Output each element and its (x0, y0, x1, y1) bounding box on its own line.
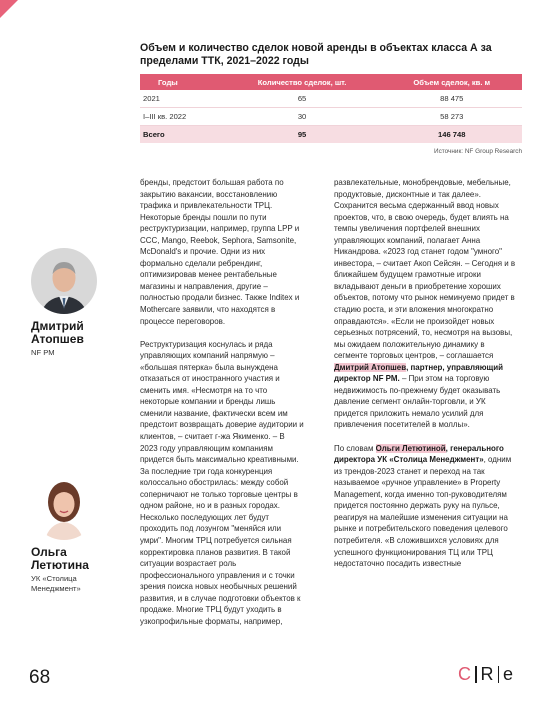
paragraph-text: , одним из трендов-2023 станет и переход на так называемое «ручное управление» в Property Management, когда именно топ-руководителям придется постоянно держать руку на пульсе, реагируя на малейшие изменения ситуации на рынке и потребительского поведения целевого потребителя. «В сложившихся условиях для успешного функционирования ТЦ или ТРЦ недостаточно посадить известные (334, 455, 512, 569)
row-count: 65 (223, 90, 382, 108)
paragraph-text: развлекательные, монобрендовые, мебельные, продуктовые, дисконтные и так далее». Сохранится весьма сдержанный ввод новых проектов, что, в свою очередь, будет влиять на темпы увеличения портфелей внешних управляющих компаний, полагает Анна Никандрова. «2023 год станет годом "умного" инвестора, – считает Акоп Сейсян. – Сегодня и в ближайшем будущем грамотные игроки вкладывают деньги в приобретение хороших объектов, потому что рынок неминуемо придет в стадию роста, и эти вложения многократно оправдаются». «Если не произойдет новых серьезных потрясений, то, несмотря на вызовы, мы ожидаем положительную динамику в сегменте торговых центров, – соглашается (334, 178, 516, 361)
logo-divider (498, 666, 500, 683)
paragraph-text: По словам (334, 443, 376, 453)
deals-table-block (140, 42, 522, 155)
total-label: Всего (140, 126, 223, 144)
paragraph-text: – При этом на торговую недвижимость по-прежнему будет оказывать давление сегмент онлайн-торговли, и УК придется приложить немало усилий для привлечения посетителей в моллы». (334, 374, 501, 430)
row-volume: 88 475 (382, 90, 522, 108)
person-role-line1: УК «Столица (31, 574, 77, 583)
person-name-line2: Атопшев (31, 332, 84, 346)
table-row (140, 90, 522, 108)
highlighted-name: Ольги Летютиной (375, 443, 446, 453)
person-role: NF PM (31, 348, 55, 357)
avatar (31, 248, 97, 314)
page-number: 68 (29, 667, 51, 688)
text-column-right (334, 177, 516, 570)
row-year: 2021 (140, 90, 223, 108)
highlighted-name: Дмитрий Атопшев (334, 362, 407, 372)
logo-letter-c: C (458, 664, 471, 684)
corner-accent (0, 0, 18, 18)
header-deal-volume: Объем сделок, кв. м (382, 74, 522, 90)
table-title: Объем и количество сделок новой аренды в объектах класса А за пределами ТТК, 2021–2022 годы (140, 42, 492, 67)
paragraph: Реструктуризация коснулась и ряда управляющих компаний напрямую – «большая пятерка» была вынуждена отказаться от иностранного участия и сменить имя. «Несмотря на то что некоторые компании и бренды лишь сменили название, фактически всем им предстоит возвращать доверие аудитории и клиентов, – считает г-жа Якименко. – В 2023 году управляющим компаниям придется быть максимально креативными. За последние три года конкуренция колоссально обострилась: между собой соперничают не только торговые центры в одном районе, но и в разных городах. Несколько последующих лет будут проходить под лозунгом "меняйся или умри". Многим ТРЦ потребуется сильная корректировка планов развития. В такой ситуации возрастает роль профессионального управления и с точки зрения поиска новых необычных решений развития, и в случае подготовки объектов к продаже. Многие ТРЦ будут уходить в узкопрофильные форматы, например, (140, 339, 304, 626)
row-count: 30 (223, 108, 382, 126)
logo-letter-r: R (480, 664, 494, 684)
person-name-line1: Ольга (31, 545, 67, 559)
header-deal-count: Количество сделок, шт. (223, 74, 382, 90)
logo-divider (475, 666, 477, 683)
row-volume: 58 273 (382, 108, 522, 126)
table-total-row (140, 126, 522, 144)
person-atopshev (31, 248, 97, 358)
total-volume: 146 748 (382, 126, 522, 144)
person-name-line1: Дмитрий (31, 319, 84, 333)
total-count: 95 (223, 126, 382, 144)
cre-logo (458, 664, 513, 685)
portrait-woman-image (31, 474, 97, 540)
person-role-line2: Менеджмент» (31, 584, 81, 593)
bold-title: , генерального директора УК «Столица Менеджмент» (334, 443, 504, 465)
logo-letter-e: e (503, 664, 514, 684)
row-year: I–III кв. 2022 (140, 108, 223, 126)
text-column-left (140, 177, 304, 627)
deals-table (140, 74, 522, 143)
table-row (140, 108, 522, 126)
table-header-row (140, 74, 522, 90)
portrait-man-image (31, 248, 97, 314)
paragraph (334, 177, 516, 431)
bold-title: , партнер, управляющий директор NF PM. (334, 362, 503, 384)
table-source: Источник: NF Group Research (433, 148, 522, 155)
person-name-line2: Летютина (31, 558, 89, 572)
avatar (31, 474, 97, 540)
paragraph: бренды, предстоит большая работа по закрытию вакансии, восстановлению трафика и привлекательности ТРЦ. Некоторые бренды пошли по пути реструктуризации, например, группа LPP и CCC, Mango, Reebok, Sephora, Samsonite, McDonald's и прочие. Одни из них формально сделали ребрендинг, оптимизировав менее рентабельные магазины и направления, другие – полностью продали бизнес. Также Inditex и Mothercare заявили, что находятся в процессе переговоров. (140, 178, 300, 326)
paragraph (334, 443, 516, 570)
person-letyutina (31, 474, 97, 594)
header-years: Годы (140, 74, 223, 90)
